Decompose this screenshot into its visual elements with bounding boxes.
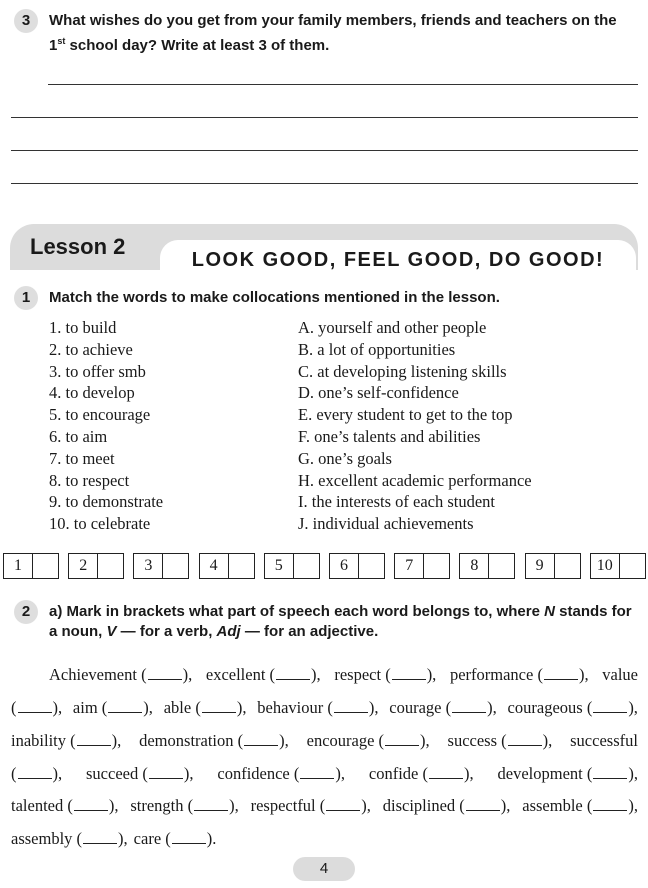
exercise-segment: Achievement ( ), [49, 665, 193, 684]
exercise-segment [602, 664, 638, 686]
blank-input[interactable] [593, 798, 627, 811]
exercise-word: demonstration [139, 731, 234, 750]
answer-box-number: 10 [590, 553, 620, 579]
exercise-word: confidence [217, 764, 290, 783]
exercise-word: development [497, 764, 583, 783]
collocation-ending-10: J. individual achievements [298, 514, 474, 534]
exercise-segment: courage ( ), [389, 698, 497, 717]
collocation-verb-4: 4. to develop [49, 383, 135, 403]
answer-line-1[interactable] [48, 84, 638, 85]
blank-input[interactable] [326, 798, 360, 811]
task-1-instruction: Match the words to make collocations mentioned in the lesson. [49, 289, 500, 306]
exercise-line [11, 697, 638, 719]
exercise-word: performance [449, 665, 534, 684]
answer-box-pair [459, 553, 515, 579]
exercise-line [11, 730, 638, 752]
blank-input[interactable] [593, 766, 627, 779]
exercise-word: excellent [205, 665, 266, 684]
exercise-segment: performance ( ), [449, 665, 589, 684]
blank-input[interactable] [194, 798, 228, 811]
exercise-word: Achievement [49, 665, 137, 684]
blank-input[interactable] [108, 700, 142, 713]
blank-input[interactable] [149, 766, 183, 779]
exercise-segment: confidence ( ), [217, 764, 345, 783]
exercise-word: encourage [306, 731, 375, 750]
answer-box-pair [590, 553, 646, 579]
collocation-verb-9: 9. to demonstrate [49, 492, 164, 512]
blank-input[interactable] [148, 667, 182, 680]
exercise-segment: development ( ), [497, 764, 638, 783]
answer-box-input[interactable] [163, 553, 189, 579]
collocation-verb-5: 5. to encourage [49, 405, 151, 425]
page-number: 4 [293, 857, 355, 881]
exercise-segment: able ( ), [163, 698, 247, 717]
exercise-word: assembly [11, 829, 73, 848]
collocation-ending-5: E. every student to get to the top [298, 405, 513, 425]
exercise-segment: success ( ), [447, 731, 553, 750]
answer-box-input[interactable] [98, 553, 124, 579]
collocation-ending-7: G. one’s goals [298, 448, 392, 468]
exercise-segment: encourage ( ), [306, 731, 430, 750]
exercise-word: confide [368, 764, 419, 783]
blank-input[interactable] [593, 700, 627, 713]
exercise-segment: strength ( ), [130, 796, 239, 815]
blank-input[interactable] [508, 733, 542, 746]
exercise-line [49, 664, 638, 686]
exercise-segment: ( ), [11, 764, 63, 783]
answer-box-input[interactable] [359, 553, 385, 579]
exercise-word: courageous [507, 698, 583, 717]
task-3-number-badge: 3 [14, 9, 38, 33]
answer-box-number: 2 [68, 553, 98, 579]
answer-box-pair [3, 553, 59, 579]
answer-box-input[interactable] [229, 553, 255, 579]
exercise-word: strength [130, 796, 184, 815]
exercise-word: respectful [250, 796, 316, 815]
collocation-ending-9: I. the interests of each student [298, 492, 496, 512]
answer-box-input[interactable] [489, 553, 515, 579]
answer-box-number: 7 [394, 553, 424, 579]
answer-box-number: 1 [3, 553, 33, 579]
answer-box-number: 5 [264, 553, 294, 579]
blank-input[interactable] [466, 798, 500, 811]
exercise-segment: talented ( ), [11, 796, 119, 815]
blank-input[interactable] [202, 700, 236, 713]
exercise-word: able [163, 698, 192, 717]
exercise-segment [570, 730, 638, 752]
exercise-word: assemble [522, 796, 583, 815]
task-3-instruction-line2: 1st school day? Write at least 3 of them. [49, 36, 330, 54]
blank-input[interactable] [300, 766, 334, 779]
exercise-word: inability [11, 731, 66, 750]
exercise-segment: respectful ( ), [250, 796, 371, 815]
task-3-instruction [49, 11, 644, 56]
exercise-line [11, 795, 638, 817]
answer-box-pair [133, 553, 189, 579]
lesson-title: LOOK GOOD, FEEL GOOD, DO GOOD! [191, 249, 605, 271]
answer-line-4[interactable] [11, 183, 638, 184]
exercise-line [11, 763, 638, 785]
exercise-word: talented [11, 796, 64, 815]
lesson-label: Lesson 2 [30, 234, 126, 259]
exercise-word: courage [389, 698, 442, 717]
exercise-segment: disciplined ( ), [382, 796, 511, 815]
task-3-instruction-line1: What wishes do you get from your family members, friends and teachers on the [49, 12, 617, 29]
answer-box-input[interactable] [620, 553, 646, 579]
blank-input[interactable] [77, 733, 111, 746]
answer-box-pair [68, 553, 124, 579]
blank-input[interactable] [392, 667, 426, 680]
exercise-segment: courageous ( ), [507, 698, 638, 717]
collocation-verb-1: 1. to build [49, 318, 117, 337]
answer-box-number: 9 [525, 553, 555, 579]
answer-box-input[interactable] [555, 553, 581, 579]
exercise-segment: ( ), [11, 698, 63, 717]
exercise-segment: care ( ). [133, 829, 217, 848]
exercise-word: respect [334, 665, 382, 684]
collocation-ending-8: H. excellent academic performance [298, 470, 532, 490]
exercise-segment: assemble ( ), [522, 796, 638, 815]
collocation-verb-7: 7. to meet [49, 448, 115, 468]
exercise-segment: aim ( ), [72, 698, 153, 717]
answer-line-3[interactable] [11, 150, 638, 151]
blank-input[interactable] [74, 798, 108, 811]
blank-input[interactable] [429, 766, 463, 779]
collocation-ending-6: F. one’s talents and abilities [298, 427, 481, 446]
answer-box-pair [264, 553, 320, 579]
task-2-number-badge: 2 [14, 600, 38, 624]
exercise-word: behaviour [257, 698, 324, 717]
exercise-word: succeed [86, 764, 139, 783]
collocation-ending-1: A. yourself and other people [298, 318, 487, 337]
exercise-segment: assembly ( ), [11, 829, 128, 848]
answer-box-number: 6 [329, 553, 359, 579]
blank-input[interactable] [18, 700, 52, 713]
answer-box-pair [525, 553, 581, 579]
blank-input[interactable] [172, 831, 206, 844]
answer-box-pair [329, 553, 385, 579]
collocation-verb-10: 10. to celebrate [49, 514, 151, 534]
answer-box-input[interactable] [33, 553, 59, 579]
task-2-instruction-line1: a) Mark in brackets what part of speech each word belongs to, where N stands for [49, 603, 632, 620]
task-1-number-badge: 1 [14, 286, 38, 310]
answer-box-number: 8 [459, 553, 489, 579]
exercise-word: success [447, 731, 498, 750]
exercise-segment: behaviour ( ), [257, 698, 379, 717]
answer-box-number: 3 [133, 553, 163, 579]
blank-input[interactable] [276, 667, 310, 680]
exercise-word: value [602, 665, 638, 684]
exercise-segment: succeed ( ), [86, 764, 194, 783]
collocation-verb-8: 8. to respect [49, 470, 130, 490]
collocation-verb-3: 3. to offer smb [49, 361, 146, 381]
blank-input[interactable] [244, 733, 278, 746]
exercise-segment: demonstration ( ), [139, 731, 289, 750]
blank-input[interactable] [385, 733, 419, 746]
collocation-ending-4: D. one’s self-confidence [298, 383, 459, 403]
exercise-word: disciplined [382, 796, 456, 815]
exercise-segment: inability ( ), [11, 731, 122, 750]
task-2-instruction-line2: a noun, V — for a verb, Adj — for an adjective. [49, 623, 379, 640]
collocation-ending-3: C. at developing listening skills [298, 361, 507, 381]
blank-input[interactable] [452, 700, 486, 713]
answer-box-pair [199, 553, 255, 579]
collocation-ending-2: B. a lot of opportunities [298, 339, 456, 359]
task-2-instruction [49, 602, 644, 642]
answer-box-input[interactable] [294, 553, 320, 579]
answer-line-2[interactable] [11, 117, 638, 118]
exercise-line [11, 828, 638, 850]
exercise-segment: confide ( ), [368, 764, 474, 783]
exercise-word: care [133, 829, 162, 848]
exercise-segment: excellent ( ), [205, 665, 321, 684]
exercise-word: successful [570, 731, 638, 750]
collocation-verb-6: 6. to aim [49, 427, 108, 446]
blank-input[interactable] [334, 700, 368, 713]
answer-box-input[interactable] [424, 553, 450, 579]
collocation-verb-2: 2. to achieve [49, 339, 133, 359]
exercise-segment: respect ( ), [334, 665, 437, 684]
exercise-word: aim [72, 698, 98, 717]
answer-box-pair [394, 553, 450, 579]
answer-box-number: 4 [199, 553, 229, 579]
blank-input[interactable] [544, 667, 578, 680]
blank-input[interactable] [18, 766, 52, 779]
blank-input[interactable] [83, 831, 117, 844]
